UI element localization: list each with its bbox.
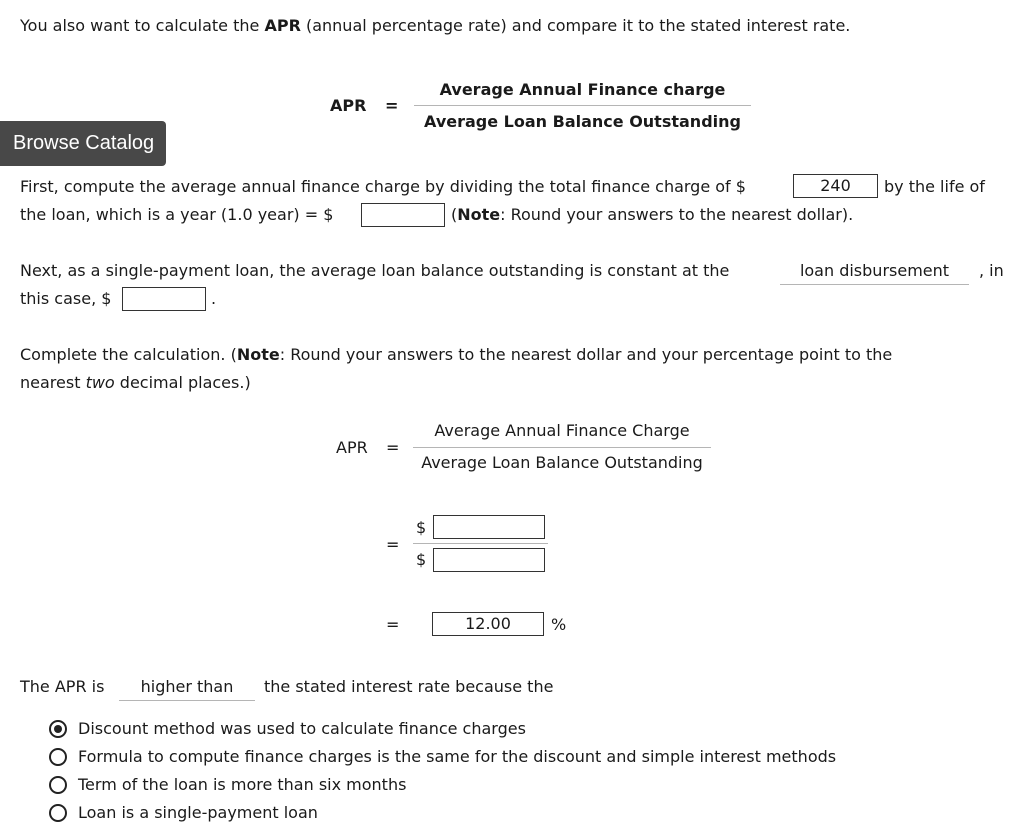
- option-2-radio[interactable]: [49, 748, 67, 766]
- average-balance-input[interactable]: [122, 287, 206, 311]
- intro-post: (annual percentage rate) and compare it to the stated interest rate.: [300, 16, 851, 35]
- balance-basis-dropdown[interactable]: loan disbursement: [780, 261, 969, 285]
- dollar-sign-denominator: $: [416, 550, 427, 569]
- option-2-label[interactable]: Formula to compute finance charges is the same for the discount and simple interest methods: [78, 747, 837, 766]
- apr-denominator-input[interactable]: [433, 548, 545, 572]
- step2-line2-text: this case, $: [20, 289, 112, 308]
- intro-pre: You also want to calculate the: [20, 16, 265, 35]
- step1-line1-text: First, compute the average annual finance charge by dividing the total finance charge of $: [20, 177, 746, 196]
- formula2-denominator: Average Loan Balance Outstanding: [421, 453, 703, 472]
- step2-line1-post: , in: [979, 261, 1004, 280]
- finance-charge-input[interactable]: 240: [793, 174, 878, 198]
- step1-note: [451, 205, 853, 225]
- comparison-post: the stated interest rate because the: [264, 677, 554, 696]
- step1-line1-post: by the life of: [884, 177, 985, 196]
- percent-sign: %: [551, 615, 567, 634]
- formula1-fraction-bar: [414, 105, 751, 106]
- formula2-equals3: =: [386, 615, 400, 634]
- formula1-apr-label: APR: [330, 96, 367, 115]
- step3-line1: [20, 345, 892, 365]
- step3-line1-post: : Round your answers to the nearest dollar and your percentage point to the: [279, 345, 893, 364]
- formula2-apr-label: APR: [336, 438, 368, 457]
- apr-comparison-dropdown[interactable]: higher than: [119, 677, 255, 701]
- step1-note-text: : Round your answers to the nearest dollar).: [500, 205, 854, 224]
- browse-catalog-button[interactable]: Browse Catalog: [0, 121, 166, 166]
- annual-finance-charge-input[interactable]: [361, 203, 445, 227]
- apr-result-input[interactable]: 12.00: [432, 612, 544, 636]
- comparison-pre: The APR is: [20, 677, 105, 696]
- formula2-equals2: =: [386, 535, 400, 554]
- step3-line2: [20, 373, 251, 393]
- option-1-label[interactable]: Discount method was used to calculate finance charges: [78, 719, 526, 738]
- step3-note-bold: Note: [236, 345, 280, 364]
- option-3-radio[interactable]: [49, 776, 67, 794]
- dollar-sign-numerator: $: [416, 518, 427, 537]
- formula1-numerator: Average Annual Finance charge: [439, 80, 726, 99]
- step3-line1-pre: Complete the calculation. (: [20, 345, 237, 364]
- step2-line1-text: Next, as a single-payment loan, the average loan balance outstanding is constant at the: [20, 261, 730, 280]
- formula2-equals: =: [386, 438, 400, 457]
- apr-numerator-input[interactable]: [433, 515, 545, 539]
- intro-text: [20, 16, 850, 36]
- step3-line2-italic: two: [85, 373, 115, 392]
- step1-note-bold: Note: [457, 205, 501, 224]
- formula2-value-fraction-bar: [413, 543, 548, 544]
- step3-line2-pre: nearest: [20, 373, 86, 392]
- option-3-label[interactable]: Term of the loan is more than six months: [78, 775, 407, 794]
- formula1-equals: =: [385, 96, 399, 115]
- formula2-fraction-bar: [413, 447, 711, 448]
- step1-note-open: (: [451, 205, 458, 224]
- formula2-numerator: Average Annual Finance Charge: [434, 421, 690, 440]
- option-4-radio[interactable]: [49, 804, 67, 822]
- step3-line2-post: decimal places.): [114, 373, 251, 392]
- option-4-label[interactable]: Loan is a single-payment loan: [78, 803, 318, 822]
- intro-apr-bold: APR: [264, 16, 301, 35]
- step1-line2-text: the loan, which is a year (1.0 year) = $: [20, 205, 334, 224]
- formula1-denominator: Average Loan Balance Outstanding: [424, 112, 741, 131]
- option-1-radio[interactable]: [49, 720, 67, 738]
- step2-period: .: [211, 289, 217, 308]
